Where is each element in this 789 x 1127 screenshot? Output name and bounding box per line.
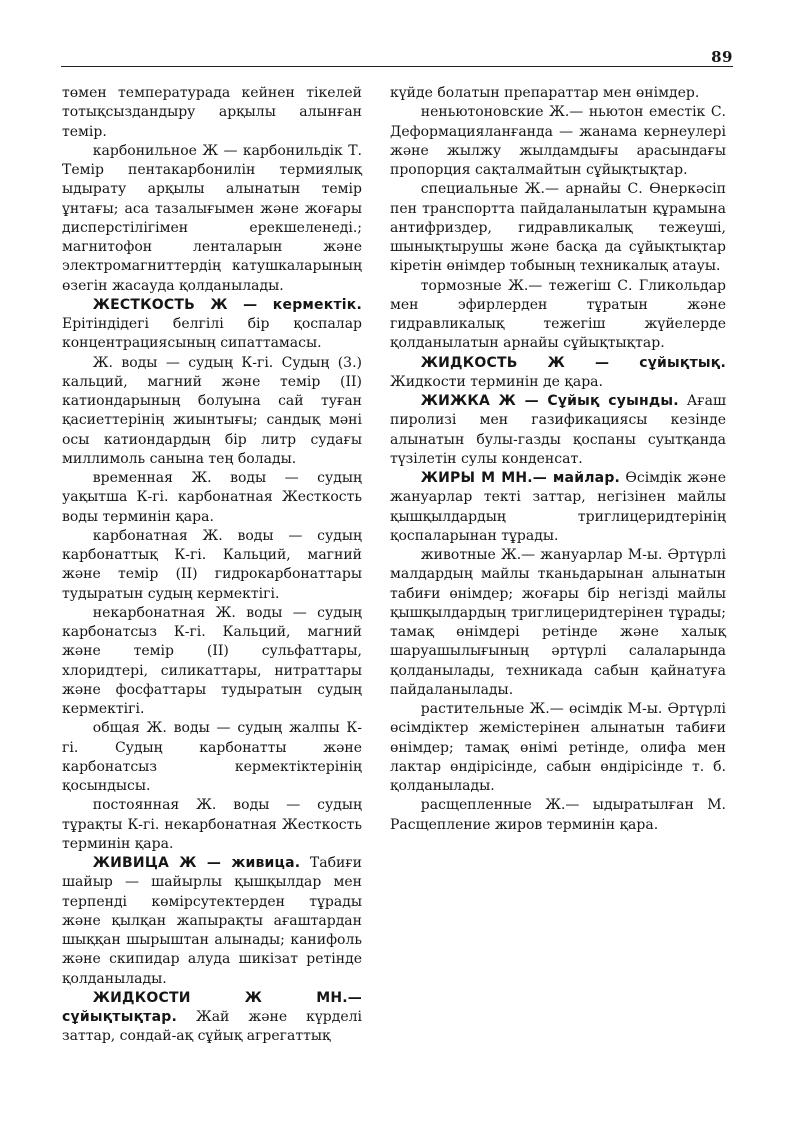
paragraph-text: Ағаш пиролизі мен газификациясы кезінде алынатын булы-газды қоспаны суытқанда түзілетін сулы конденсат.	[390, 393, 726, 467]
subentry-paragraph	[390, 103, 726, 180]
subentry-paragraph	[62, 469, 362, 527]
paragraph-text: Жай және күрделі заттар, сондай-ақ сұйық агрегаттық	[62, 1009, 362, 1045]
paragraph-text: расщепленные Ж.— ыдыратылған М. Расщепление жиров терминін қара.	[390, 797, 726, 833]
page-number: 89	[711, 48, 733, 66]
subentry-paragraph	[390, 180, 726, 276]
entry-paragraph	[62, 989, 362, 1047]
paragraph-text: специальные Ж.— арнайы С. Өнеркәсіп пен транспортта пайдаланылатын құрамына антифриздер, гидравликалық тежеуші, шынықтырушы және басқа да сұйықтықтар кіретін өнімдер тобының техникалық атауы.	[390, 181, 726, 275]
entry-paragraph	[62, 296, 362, 354]
paragraph-text: животные Ж.— жануарлар М-ы. Әртүрлі малдардың майлы тканьдарынан алынатын табиғи өнімдер; жоғары бір негізді майлы қышқылдардың триглицеридтерінен тұрады; тамақ өнімдері ретінде және халық шаруашылығының әртүрлі салаларында қолданылады, техникада сабын қайнатуға пайдаланылады.	[390, 547, 726, 698]
subentry-paragraph	[62, 796, 362, 854]
paragraph-text: Табиғи шайыр — шайырлы қышқылдар мен терпенді көмірсутектерден тұрады және қылқан жапырақты ағаштардан шыққан шырыштан алынады; канифоль және скипидар алуда шикізат ретінде қолданылады.	[62, 855, 362, 987]
paragraph-text: Ж. воды — судың К-гі. Судың (3.) кальций, магний және темір (II) катиондарының болуына сай туған қасиеттерінің жиынтығы; сандық мәні осы катиондардың бір литр судағы миллимоль санына тең болады.	[62, 354, 362, 467]
subentry-paragraph	[62, 719, 362, 796]
entry-headword: ЖИЖКА Ж — Сұйық суынды.	[420, 393, 679, 409]
subentry-paragraph	[62, 527, 362, 604]
paragraph-text: күйде болатын препараттар мен өнімдер.	[390, 85, 700, 101]
header-rule	[61, 66, 733, 67]
subentry-paragraph	[390, 700, 726, 796]
paragraph-text: карбонильное Ж — карбонильдік Т. Темір пентакарбонилін термиялық ыдырату арқылы алынатын темір ұнтағы; аса тазалығымен және жоғары дисперстілігімен ерекшеленеді.; магнитофон ленталарын және электромагниттердің катушкаларының өзегін жасауда қолданылады.	[62, 142, 362, 294]
paragraph-text: карбонатная Ж. воды — судың карбонаттық К-гі. Кальций, магний және темір (II) гидрокарбонаттары тудыратын судың кермектігі.	[62, 527, 362, 602]
continued-paragraph	[390, 84, 726, 103]
entry-headword: ЖЕСТКОСТЬ Ж — кермектік.	[92, 296, 362, 313]
entry-paragraph	[390, 354, 726, 393]
paragraph-text: растительные Ж.— өсімдік М-ы. Әртүрлі өсімдіктер жемістерінен алынатын табиғи өнімдер; тамақ өнімі ретінде, олифа мен лактар өндірісінде, сабын өндірісінде т. б. қолданылады.	[390, 701, 726, 794]
left-column	[62, 84, 362, 1047]
paragraph-text: Өсімдік және жануарлар текті заттар, негізінен майлы қышқылдардың триглицеридтерінің қоспаларынан тұрады.	[390, 470, 726, 544]
subentry-paragraph	[62, 354, 362, 470]
paragraph-text: тормозные Ж.— тежегіш С. Гликольдар мен эфирлерден тұратын және гидравликалық тежегіш жүйелерде қолданылатын арнайы сұйықтықтар.	[390, 277, 726, 352]
right-column	[390, 84, 726, 835]
entry-headword: ЖИДКОСТЬ Ж — сұйықтық.	[420, 354, 726, 371]
subentry-paragraph	[62, 142, 362, 296]
entry-paragraph	[390, 392, 726, 469]
subentry-paragraph	[390, 546, 726, 700]
continued-paragraph	[62, 84, 362, 142]
paragraph-text: неньютоновские Ж.— ньютон еместік С. Деформацияланғанда — жанама кернеулері және жылжу жылдамдығы арасындағы пропорция сақталмайтын сұйықтықтар.	[390, 104, 726, 178]
subentry-paragraph	[390, 277, 726, 354]
entry-paragraph	[62, 854, 362, 989]
paragraph-text: Ерітіндідегі белгілі бір қоспалар концентрациясының сипаттамасы.	[62, 316, 362, 352]
paragraph-text: общая Ж. воды — судың жалпы К-гі. Судың карбонатты және карбонатсыз кермектіктерінің қосындысы.	[62, 720, 362, 794]
paragraph-text: некарбонатная Ж. воды — судың карбонатсыз К-гі. Кальций, магний және темір (II) сульфаттары, хлоридтері, силикаттары, нитраттары және фосфаттары тудыратын судың кермектігі.	[62, 604, 362, 717]
paragraph-text: постоянная Ж. воды — судың тұрақты К-гі. некарбонатная Жесткость терминін қара.	[62, 797, 362, 852]
entry-headword: ЖИДКОСТИ Ж МН.— сұйықтықтар.	[62, 989, 362, 1025]
paragraph-text: Жидкости терминін де қара.	[390, 373, 603, 390]
paragraph-text: временная Ж. воды — судың уақытша К-гі. карбонатная Жесткость воды терминін қара.	[62, 470, 362, 525]
entry-paragraph	[390, 469, 726, 546]
entry-headword: ЖИРЫ М МН.— майлар.	[420, 470, 621, 486]
subentry-paragraph	[62, 604, 362, 720]
subentry-paragraph	[390, 796, 726, 835]
entry-headword: ЖИВИЦА Ж — живица.	[92, 855, 301, 871]
paragraph-text: төмен температурада кейнен тікелей тотықсыздандыру арқылы алынған темір.	[62, 85, 362, 140]
